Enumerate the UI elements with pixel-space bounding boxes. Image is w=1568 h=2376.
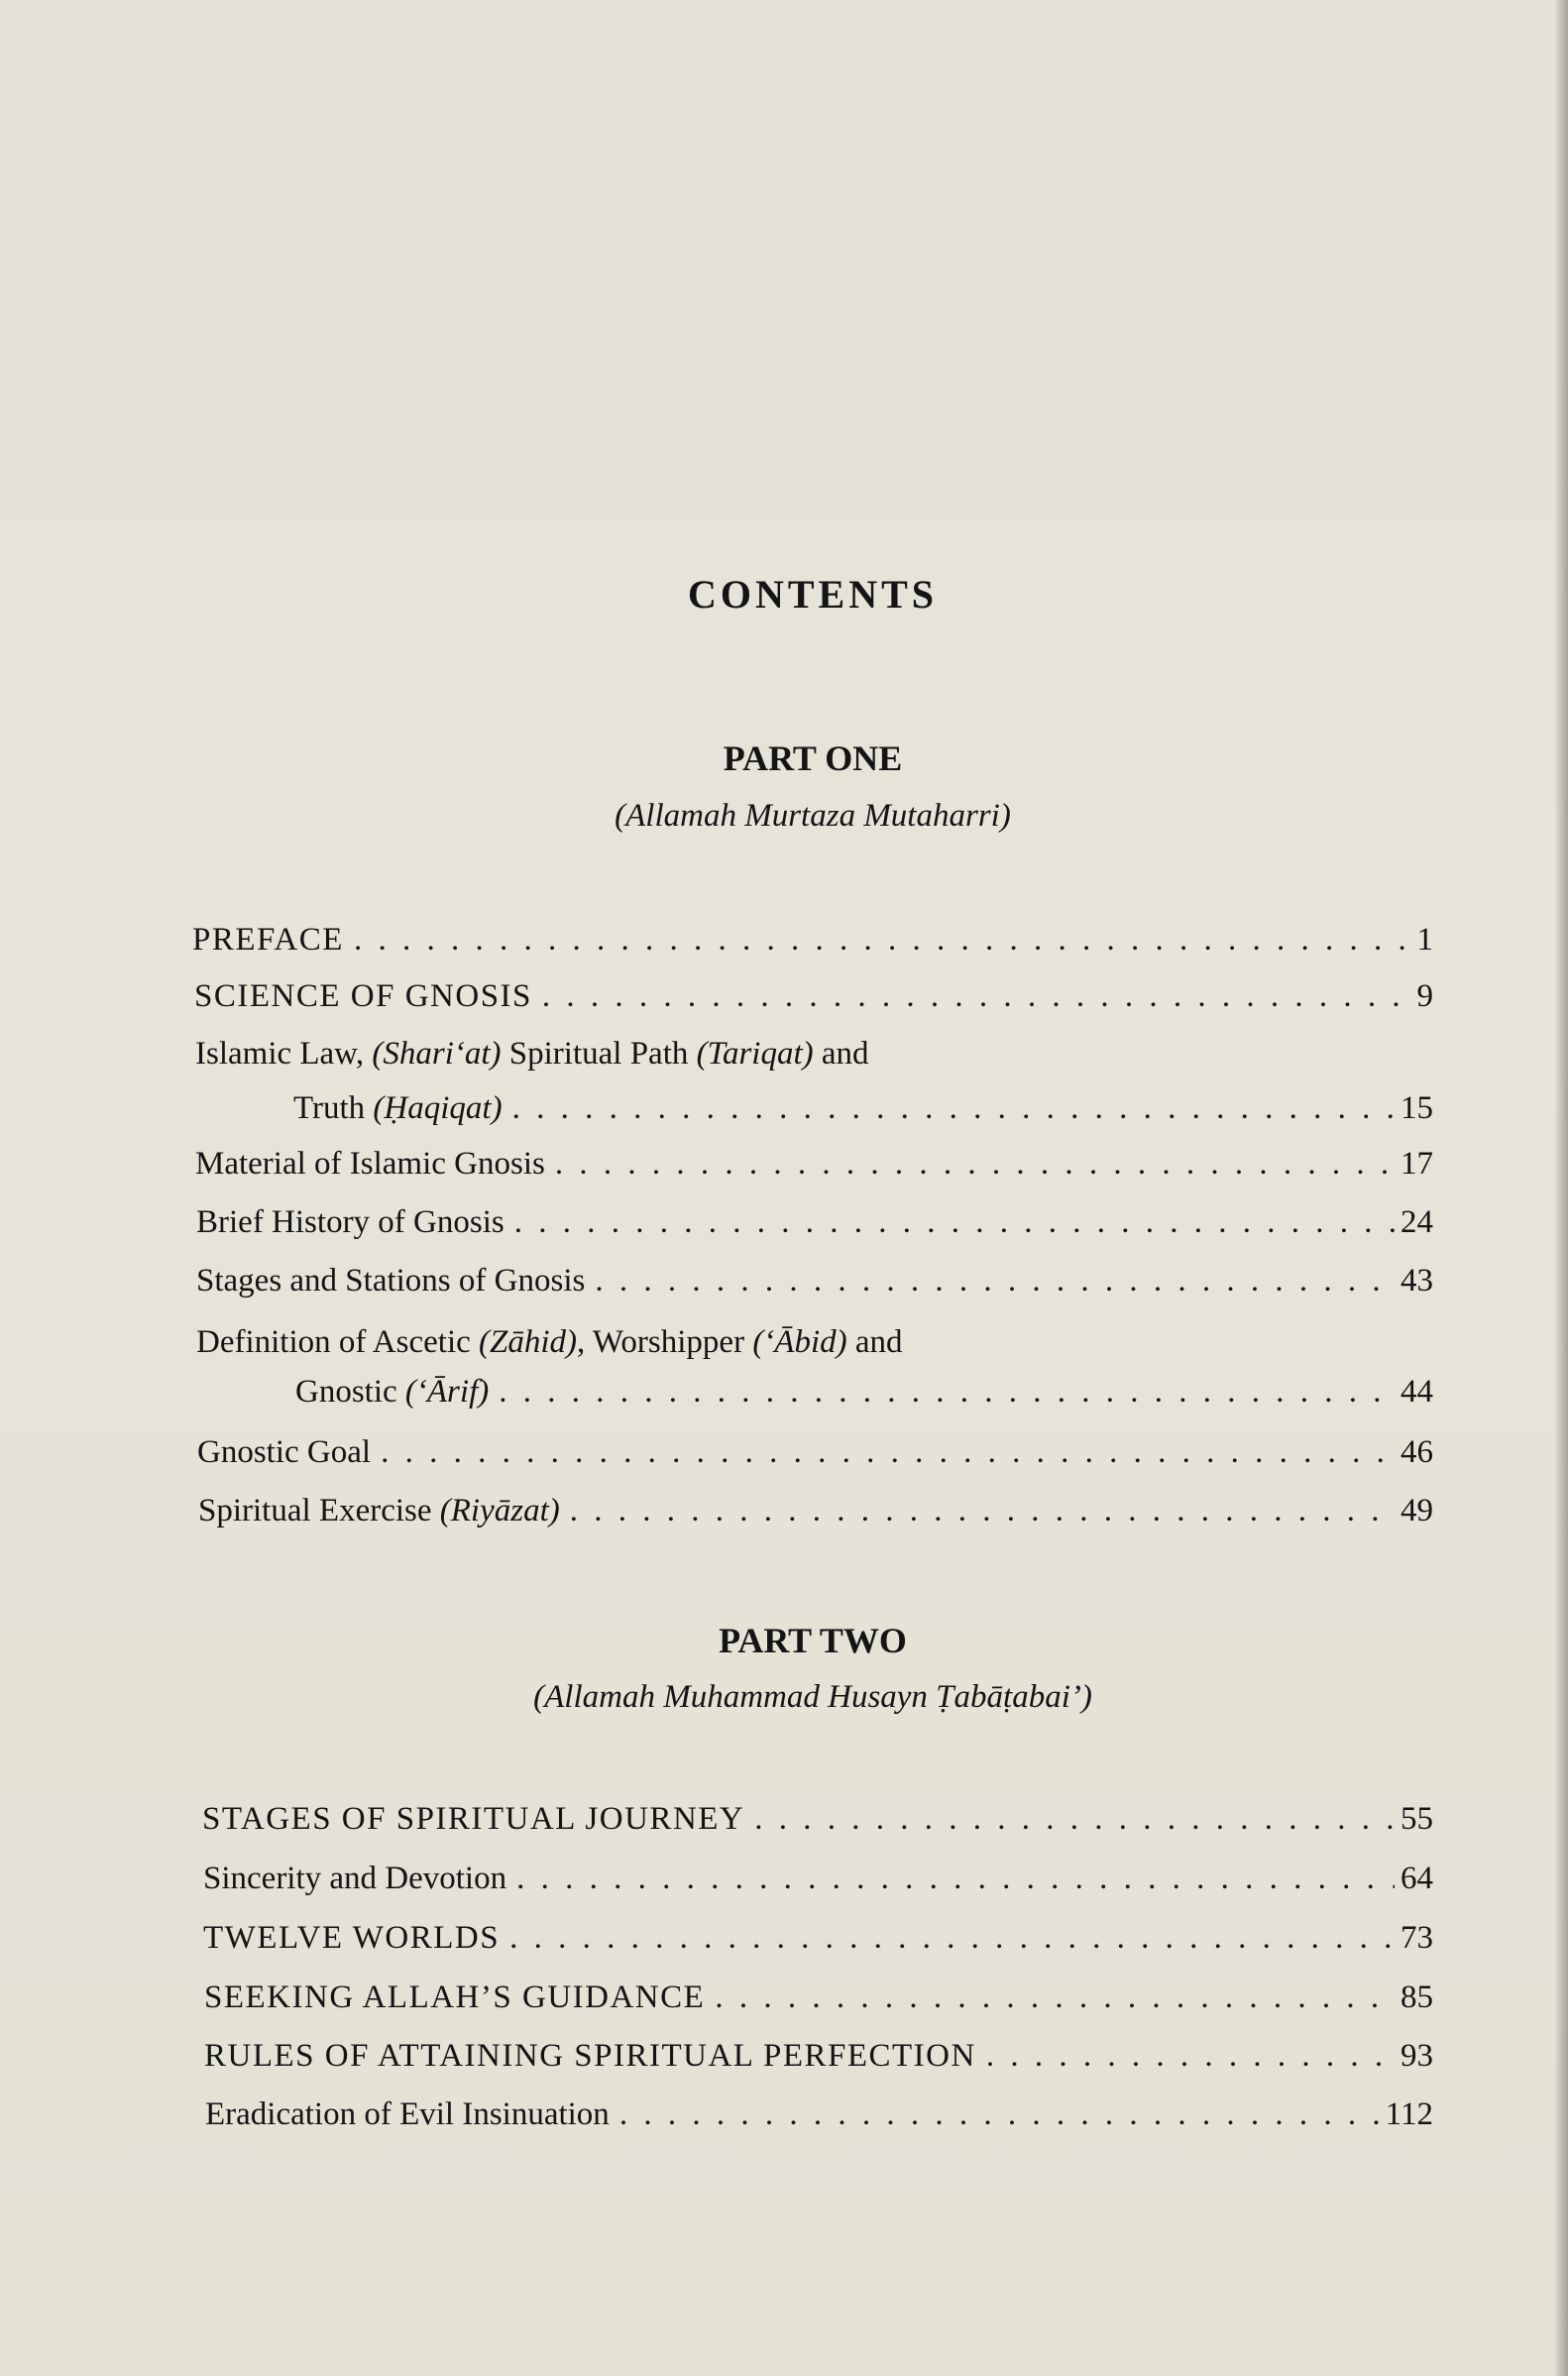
toc-entry-islamic-law-line1: [195, 1034, 869, 1074]
toc-text: and: [813, 1036, 869, 1072]
toc-page-number: 44: [1400, 1374, 1433, 1410]
toc-entry-label: STAGES OF SPIRITUAL JOURNEY: [202, 1801, 745, 1837]
toc-term: (Shari‘at): [372, 1036, 502, 1072]
page-edge-shadow: [1554, 0, 1568, 2376]
toc-page-number: 46: [1400, 1434, 1433, 1470]
toc-page-number: 55: [1400, 1801, 1433, 1837]
toc-text: , Worshipper: [577, 1324, 753, 1360]
toc-term: (‘Ābid): [752, 1324, 847, 1360]
dot-leader: [619, 2094, 1380, 2134]
toc-entry-label: [295, 1372, 489, 1412]
toc-page-number: 15: [1400, 1090, 1433, 1126]
toc-entry-label: Stages and Stations of Gnosis: [196, 1263, 586, 1299]
contents-title: CONTENTS: [687, 572, 939, 617]
toc-page-number: 17: [1400, 1146, 1433, 1182]
toc-text: Definition of Ascetic: [196, 1324, 480, 1360]
dot-leader: [512, 1088, 1395, 1128]
toc-text: and: [846, 1324, 903, 1360]
toc-page-number: 49: [1400, 1493, 1433, 1528]
toc-page-number: 1: [1416, 922, 1433, 958]
toc-entry-label: Material of Islamic Gnosis: [195, 1146, 545, 1182]
toc-entry-twelve-worlds: [203, 1918, 1433, 1958]
dot-leader: [509, 1918, 1395, 1958]
toc-term: (‘Ārif): [404, 1374, 490, 1410]
toc-text: Spiritual Exercise: [198, 1493, 440, 1528]
part-one-heading: PART ONE: [723, 738, 903, 778]
toc-entry-definition-line1: [196, 1322, 903, 1362]
toc-entry-islamic-law-line2: [293, 1088, 1433, 1128]
part-two-heading: PART TWO: [719, 1621, 907, 1660]
toc-entry-eradication: [205, 2094, 1433, 2134]
toc-term: (Tariqat): [696, 1036, 814, 1072]
toc-page-number: 64: [1400, 1861, 1433, 1896]
dot-leader: [570, 1491, 1395, 1530]
toc-entry-stages-stations: [196, 1261, 1433, 1301]
toc-term: (Ḥaqiqat): [373, 1090, 503, 1126]
toc-entry-sincerity: [203, 1859, 1433, 1898]
dot-leader: [754, 1799, 1395, 1839]
toc-page-number: 9: [1416, 978, 1433, 1014]
toc-entry-label: Eradication of Evil Insinuation: [205, 2096, 610, 2132]
toc-text: Islamic Law,: [195, 1036, 373, 1072]
toc-entry-preface: [192, 920, 1433, 960]
toc-entry-gnostic-goal: [197, 1432, 1433, 1472]
toc-entry-label: SEEKING ALLAH’S GUIDANCE: [204, 1980, 706, 2015]
toc-page-number: 43: [1400, 1263, 1433, 1299]
toc-entry-definition-line2: [295, 1372, 1433, 1412]
toc-entry-label: TWELVE WORLDS: [203, 1920, 501, 1956]
dot-leader: [499, 1372, 1395, 1412]
dot-leader: [381, 1432, 1395, 1472]
toc-entry-seeking-guidance: [204, 1978, 1433, 2017]
toc-page-number: 93: [1400, 2038, 1433, 2074]
toc-page-number: 24: [1400, 1204, 1433, 1240]
dot-leader: [516, 1859, 1395, 1898]
toc-text: Truth: [293, 1090, 374, 1126]
toc-entry-label: Sincerity and Devotion: [203, 1861, 507, 1896]
toc-entry-material: [195, 1144, 1433, 1184]
toc-entry-stages-journey: [202, 1799, 1433, 1839]
toc-entry-label: RULES OF ATTAINING SPIRITUAL PERFECTION: [204, 2038, 976, 2074]
toc-text: Gnostic: [295, 1374, 405, 1410]
toc-entry-label: SCIENCE OF GNOSIS: [194, 978, 532, 1014]
dot-leader: [555, 1144, 1395, 1184]
toc-entry-brief-history: [196, 1202, 1433, 1242]
dot-leader: [514, 1202, 1395, 1242]
toc-page-number: 112: [1385, 2096, 1433, 2132]
part-one-author: (Allamah Murtaza Mutaharri): [615, 798, 1011, 834]
toc-entry-label: [198, 1491, 560, 1530]
dot-leader: [595, 1261, 1395, 1301]
toc-text: Spiritual Path: [501, 1036, 697, 1072]
toc-entry-rules: [204, 2036, 1433, 2076]
dot-leader: [354, 920, 1411, 960]
toc-entry-spiritual-exercise: [198, 1491, 1433, 1530]
toc-page-number: 73: [1400, 1920, 1433, 1956]
part-two-author: (Allamah Muhammad Husayn Ṭabāṭabai’): [533, 1679, 1092, 1715]
toc-entry-label: Brief History of Gnosis: [196, 1204, 504, 1240]
dot-leader: [542, 976, 1411, 1016]
dot-leader: [986, 2036, 1395, 2076]
toc-entry-label: [293, 1088, 503, 1128]
toc-term: (Riyāzat): [439, 1493, 560, 1528]
toc-page-number: 85: [1400, 1980, 1433, 2015]
toc-entry-label: PREFACE: [192, 922, 344, 958]
toc-entry-science-of-gnosis: [194, 976, 1433, 1016]
dot-leader: [715, 1978, 1395, 2017]
toc-term: (Zāhid): [479, 1324, 578, 1360]
toc-entry-label: Gnostic Goal: [197, 1434, 372, 1470]
